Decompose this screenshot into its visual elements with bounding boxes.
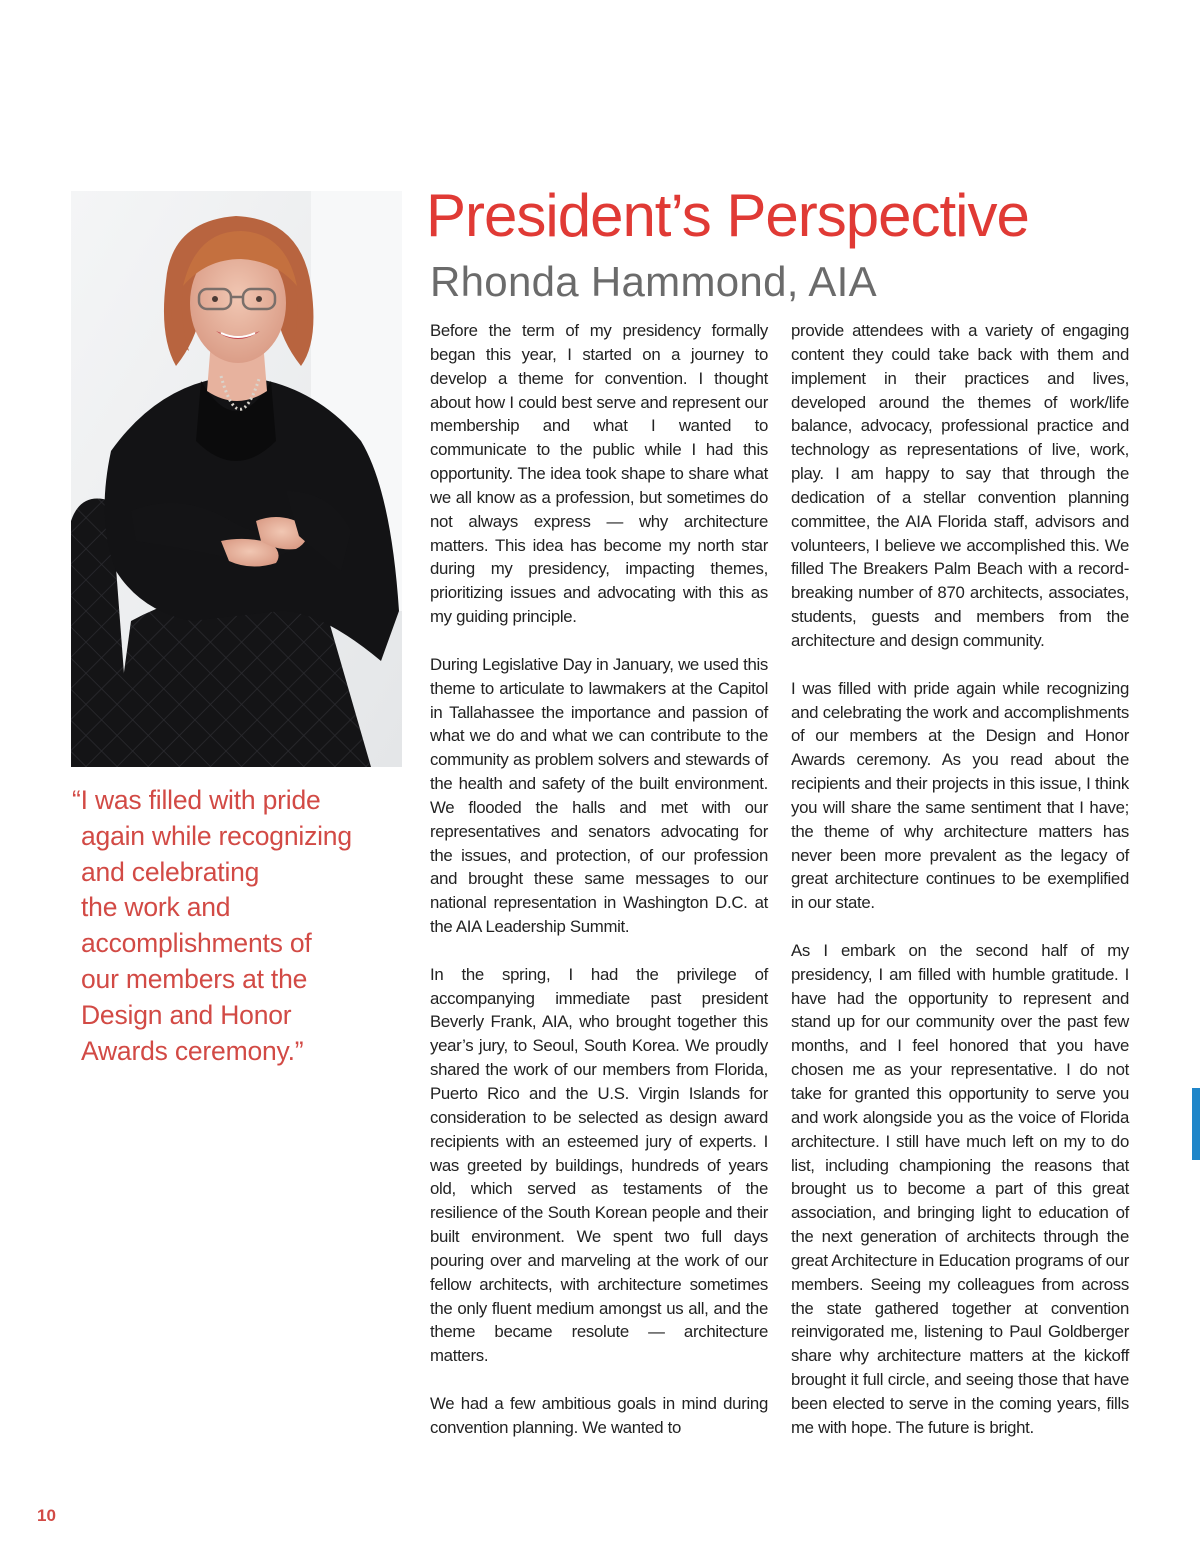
pull-quote-line: again while recognizing xyxy=(81,820,352,851)
article-paragraph: In the spring, I had the privilege of accompanying immediate past president Beverly Frank, AIA, who brought together this year’s jury, to Seoul, South Korea. We proudly shared the work of our members from Florida, Puerto Rico and the U.S. Virgin Islands for consideration to be selected as design award recipients with an esteemed jury of experts. I was greeted by buildings, hundreds of years old, which served as testaments of the resilience of the South Korean people and their built environment. We spent two full days pouring over and marveling at the work of our fellow architects, with architecture sometimes the only fluent medium amongst us all, and the theme became resolute — architecture matters. xyxy=(430,964,768,1366)
article-column-left xyxy=(430,319,768,1440)
portrait-photo xyxy=(71,191,402,767)
article-paragraph: Before the term of my presidency formally began this year, I started on a journey to develop a theme for convention. I thought about how I could best serve and represent our membership and what I wanted to communicate to the public while I had this opportunity. The idea took shape to share what we all know as a profession, but sometimes do not always express — why architecture matters. This idea has become my north star during my presidency, impacting themes, prioritizing issues and advocating with this as my guiding principle. xyxy=(430,321,768,627)
article-paragraph: During Legislative Day in January, we used this theme to articulate to lawmakers at the Capitol in Tallahassee the importance and passion of what we do and what we can contribute to the community as problem solvers and stewards of the health and safety of the built environment. We flooded the halls and met with our representatives and senators advocating for the issues, and protection, of our profession and brought these same messages to our national representation in Washington D.C. at the AIA Leadership Summit. xyxy=(430,654,768,937)
author-name: Rhonda Hammond, AIA xyxy=(430,258,877,305)
pull-quote-line: our members at the xyxy=(81,963,308,994)
page-title: President’s Perspective xyxy=(426,182,1029,249)
pull-quote-line: Design and Honor xyxy=(81,999,292,1030)
article-paragraph: We had a few ambitious goals in mind during convention planning. We wanted to xyxy=(430,1393,768,1437)
article-paragraph: As I embark on the second half of my presidency, I am filled with humble gratitude. I have had the opportunity to represent and stand up for our community over the past few months, and I feel honored that you have chosen me as your representative. I do not take for granted this opportunity to serve you and work alongside you as the voice of Florida architecture. I still have much left on my to do list, including championing the reasons that brought us to become a part of this great association, and bringing light to education of the next generation of architects through the great Architecture in Education programs of our members. Seeing my colleagues from across the state gathered together at convention reinvigorated me, listening to Paul Goldberger share why architecture matters at the kickoff brought it full circle, and seeing those that have been elected to serve in the coming years, fills me with hope. The future is bright. xyxy=(791,940,1129,1437)
pull-quote-line: “I was filled with pride xyxy=(72,785,321,815)
article-column-right xyxy=(791,319,1129,1440)
pull-quote-line: accomplishments of xyxy=(81,928,312,959)
article-paragraph: I was filled with pride again while recognizing and celebrating the work and accomplishments of our members at the Design and Honor Awards ceremony. As you read about the recipients and their projects in this issue, I think you will share the same sentiment that I have; the theme of why architecture matters has never been more prevalent as the legacy of great architecture continues to be exemplified in our state. xyxy=(791,678,1129,913)
edge-tab-marker xyxy=(1192,1088,1200,1160)
page-number: 10 xyxy=(37,1506,56,1525)
pull-quote-line: and celebrating xyxy=(81,856,260,887)
pull-quote xyxy=(72,783,392,1069)
pull-quote-line: the work and xyxy=(81,892,231,923)
article-paragraph: provide attendees with a variety of engaging content they could take back with them and implement in their practices and lives, developed around the themes of work/life balance, advocacy, professional practice and technology as representations of live, work, play. I am happy to say that through the dedication of a stellar convention planning committee, the AIA Florida staff, advisors and volunteers, I believe we accomplished this. We filled The Breakers Palm Beach with a record-breaking number of 870 architects, associates, students, guests and members from the architecture and design community. xyxy=(791,321,1129,650)
pull-quote-line: Awards ceremony.” xyxy=(81,1035,304,1066)
